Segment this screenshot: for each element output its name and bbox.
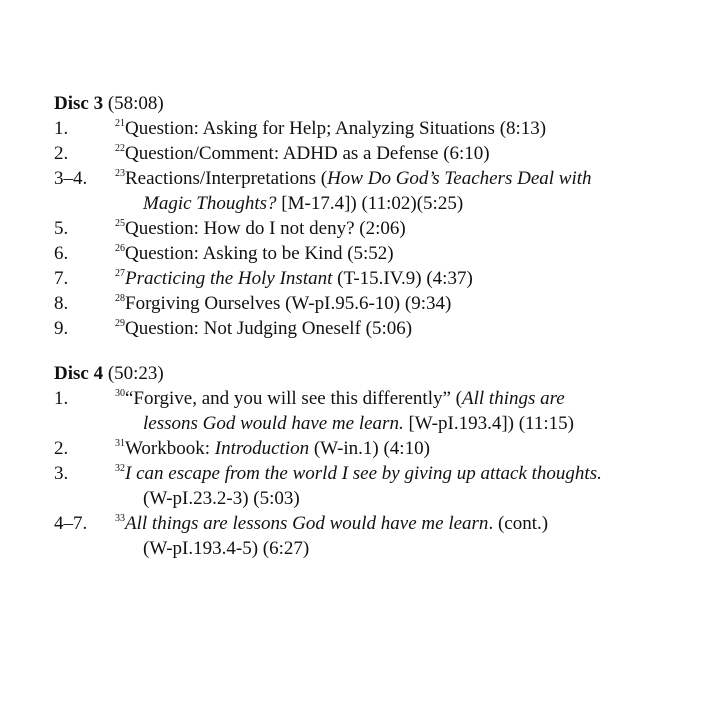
disc-4-section — [54, 361, 694, 561]
italic-title-text: All things are — [462, 388, 565, 409]
track-row — [54, 291, 694, 316]
track-title — [115, 511, 694, 561]
title-text: (W-in.1) (4:10) — [309, 438, 430, 459]
track-number: 2. — [54, 438, 69, 459]
track-title-line — [115, 511, 694, 536]
track-number: 4–7. — [54, 513, 88, 534]
title-text: Question: Asking for Help; Analyzing Situations (8:13) — [125, 118, 547, 139]
track-row — [54, 386, 694, 436]
title-text: Forgiving Ourselves (W-pI.95.6-10) (9:34) — [125, 293, 452, 314]
title-text: [W-pI.193.4]) (11:15) — [403, 413, 574, 434]
reference-number: 23 — [115, 168, 125, 179]
reference-number: 29 — [115, 318, 125, 329]
track-title — [115, 241, 694, 266]
title-text: Workbook: — [125, 438, 215, 459]
disc-duration: (50:23) — [107, 363, 164, 384]
italic-title-text: All things are lessons God would have me learn — [125, 513, 489, 534]
reference-number: 27 — [115, 268, 125, 279]
title-text: (W-pI.23.2-3) (5:03) — [143, 488, 300, 509]
track-title — [115, 216, 694, 241]
title-text: . (cont.) — [488, 513, 549, 534]
disc-heading — [54, 91, 694, 116]
track-title-line — [115, 216, 694, 241]
italic-title-text: Magic Thoughts? — [143, 193, 277, 214]
track-title-line — [115, 191, 694, 216]
disc-duration: (58:08) — [107, 93, 164, 114]
track-title-line — [115, 386, 694, 411]
title-text: Question/Comment: ADHD as a Defense (6:10) — [125, 143, 490, 164]
track-title — [115, 141, 694, 166]
title-text: “Forgive, and you will see this differently” ( — [125, 388, 462, 409]
track-number: 2. — [54, 143, 69, 164]
disc-heading — [54, 361, 694, 386]
track-title — [115, 316, 694, 341]
track-number: 6. — [54, 243, 69, 264]
reference-number: 21 — [115, 118, 125, 129]
track-title — [115, 386, 694, 436]
track-title-line — [115, 291, 694, 316]
track-number: 5. — [54, 218, 69, 239]
track-list — [54, 386, 694, 561]
title-text: (T-15.IV.9) (4:37) — [332, 268, 473, 289]
track-title-line — [115, 461, 694, 486]
italic-title-text: Practicing the Holy Instant — [125, 268, 333, 289]
reference-number: 30 — [115, 388, 125, 399]
title-text: (W-pI.193.4-5) (6:27) — [143, 538, 310, 559]
reference-number: 25 — [115, 218, 125, 229]
title-text: Question: Not Judging Oneself (5:06) — [125, 318, 413, 339]
track-row — [54, 316, 694, 341]
track-title-line — [115, 116, 694, 141]
track-title-line — [115, 266, 694, 291]
track-title — [115, 166, 694, 216]
track-number: 8. — [54, 293, 69, 314]
track-title-line — [115, 536, 694, 561]
track-row — [54, 166, 694, 216]
track-title — [115, 461, 694, 511]
track-number: 7. — [54, 268, 69, 289]
title-text: [M-17.4]) (11:02)(5:25) — [276, 193, 464, 214]
track-title — [115, 116, 694, 141]
italic-title-text: How Do God’s Teachers Deal with — [327, 168, 592, 189]
track-row — [54, 141, 694, 166]
italic-title-text: Introduction — [214, 438, 310, 459]
track-title-line — [115, 411, 694, 436]
reference-number: 32 — [115, 463, 125, 474]
track-list — [54, 116, 694, 341]
track-title-line — [115, 166, 694, 191]
title-text: Question: How do I not deny? (2:06) — [125, 218, 406, 239]
track-title-line — [115, 436, 694, 461]
track-row — [54, 511, 694, 561]
track-row — [54, 461, 694, 511]
track-number: 3–4. — [54, 168, 88, 189]
disc-label: Disc 4 — [54, 363, 104, 384]
reference-number: 31 — [115, 438, 125, 449]
track-title — [115, 266, 694, 291]
track-number: 1. — [54, 118, 69, 139]
track-number: 3. — [54, 463, 69, 484]
track-row — [54, 116, 694, 141]
track-row — [54, 436, 694, 461]
title-text: Reactions/Interpretations ( — [125, 168, 328, 189]
track-title-line — [115, 141, 694, 166]
track-row — [54, 216, 694, 241]
italic-title-text: I can escape from the world I see by giving up attack thoughts. — [125, 463, 602, 484]
track-number: 9. — [54, 318, 69, 339]
track-number: 1. — [54, 388, 69, 409]
track-row — [54, 241, 694, 266]
track-title-line — [115, 241, 694, 266]
reference-number: 22 — [115, 143, 125, 154]
track-title-line — [115, 486, 694, 511]
track-title — [115, 436, 694, 461]
disc-label: Disc 3 — [54, 93, 104, 114]
italic-title-text: lessons God would have me learn. — [143, 413, 404, 434]
reference-number: 33 — [115, 513, 125, 524]
track-title-line — [115, 316, 694, 341]
title-text: Question: Asking to be Kind (5:52) — [125, 243, 394, 264]
reference-number: 26 — [115, 243, 125, 254]
reference-number: 28 — [115, 293, 125, 304]
track-title — [115, 291, 694, 316]
track-row — [54, 266, 694, 291]
disc-3-section — [54, 91, 694, 341]
